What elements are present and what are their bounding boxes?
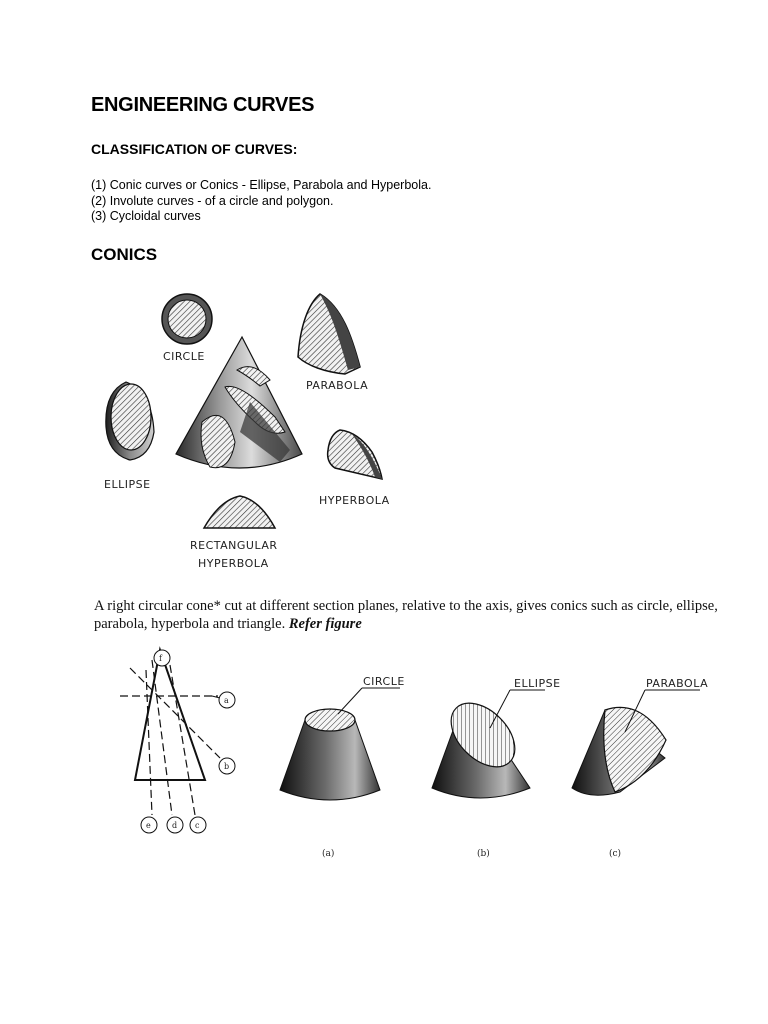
rect-hyperbola-label-1: RECTANGULAR <box>190 539 278 552</box>
svg-text:a: a <box>224 696 229 705</box>
circle-section-label: CIRCLE <box>363 675 405 688</box>
list-item: (3) Cycloidal curves <box>91 209 201 223</box>
plane-marker-a <box>212 692 235 708</box>
subcaption-a: (a) <box>322 849 335 859</box>
rect-hyperbola-section <box>204 496 275 528</box>
plane-marker-d <box>167 817 183 833</box>
ellipse-section <box>106 382 154 460</box>
page-title: ENGINEERING CURVES <box>91 94 315 116</box>
circle-frustum <box>280 688 400 800</box>
circle-section <box>162 294 212 344</box>
plane-marker-c <box>190 817 206 833</box>
subcaption-b: (b) <box>477 849 490 859</box>
svg-text:c: c <box>195 821 200 830</box>
conics-heading: CONICS <box>91 245 158 264</box>
parabola-section <box>298 294 360 374</box>
svg-text:d: d <box>172 821 178 830</box>
classification-heading: CLASSIFICATION OF CURVES: <box>91 141 298 157</box>
rect-hyperbola-label-2: HYPERBOLA <box>198 557 269 570</box>
ellipse-section-label: ELLIPSE <box>514 677 561 690</box>
hyperbola-label: HYPERBOLA <box>319 494 390 507</box>
svg-text:b: b <box>224 762 230 771</box>
classification-list <box>91 178 431 225</box>
circle-label: CIRCLE <box>163 350 205 363</box>
hyperbola-section <box>328 430 382 479</box>
caption-refer: Refer figure <box>288 616 362 632</box>
parabola-section-label: PARABOLA <box>646 677 709 690</box>
ellipse-frustum <box>432 690 545 798</box>
caption-text: A right circular cone* cut at different section planes, relative to the axis, gives conics such as circle, ellipse, parabola, hyperbola and triangle. <box>94 598 718 632</box>
conics-figure <box>90 282 420 577</box>
parabola-label: PARABOLA <box>306 379 369 392</box>
plane-marker-e <box>141 817 157 833</box>
subcaption-c: (c) <box>609 849 622 859</box>
plane-marker-f <box>154 650 170 666</box>
svg-text:f: f <box>159 654 162 663</box>
cone-elevation <box>120 650 220 815</box>
list-item: (2) Involute curves - of a circle and polygon. <box>91 193 334 208</box>
list-item: (1) Conic curves or Conics - Ellipse, Parabola and Hyperbola. <box>91 178 432 192</box>
parabola-solid <box>572 690 700 795</box>
figure-caption <box>94 597 744 633</box>
svg-text:e: e <box>146 821 151 830</box>
section-planes-figure <box>100 640 710 875</box>
ellipse-label: ELLIPSE <box>104 478 151 491</box>
plane-marker-b <box>219 758 235 774</box>
